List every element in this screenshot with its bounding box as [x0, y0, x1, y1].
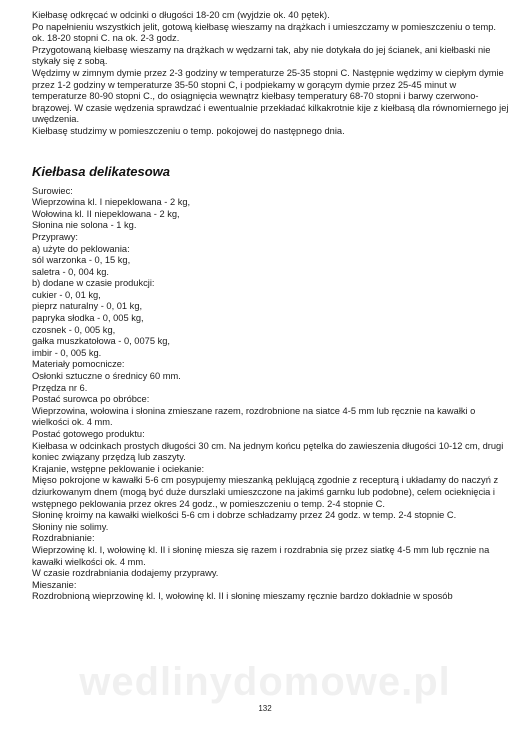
paragraph: Materiały pomocnicze:: [32, 359, 125, 370]
paragraph: cukier - 0, 01 kg,: [32, 289, 101, 300]
paragraph: imbir - 0, 005 kg.: [32, 347, 102, 358]
paragraph: Kiełbasę studzimy w pomieszczeniu o temp. pokojowej do następnego dnia.: [32, 125, 345, 136]
paragraph: czosnek - 0, 005 kg,: [32, 324, 116, 335]
paragraph: Słoniny nie solimy.: [32, 521, 109, 532]
intro-section: [32, 10, 510, 138]
page-number: 132: [258, 704, 272, 713]
document-page: [32, 10, 510, 603]
paragraph: sól warzonka - 0, 15 kg,: [32, 255, 131, 266]
paragraph: Surowiec:: [32, 185, 73, 196]
paragraph: Po napełnieniu wszystkich jelit, gotową kiełbasę wieszamy na drążkach i umieszczamy w pomieszczeniu o temp. ok. 18-20 stopni C. na ok. 2-3 godz.: [32, 21, 497, 44]
recipe-title: Kiełbasa delikatesowa: [32, 163, 171, 179]
paragraph: saletra - 0, 004 kg.: [32, 266, 109, 277]
paragraph: gałka muszkatołowa - 0, 0075 kg,: [32, 336, 170, 347]
paragraph: Postać surowca po obróbce:: [32, 394, 150, 405]
paragraph: Wołowina kl. II niepeklowana - 2 kg,: [32, 208, 180, 219]
paragraph: Rozdrobnioną wieprzowinę kl. I, wołowinę kl. II i słoninę mieszamy ręcznie bardzo dokładnie w sposób: [32, 591, 453, 602]
paragraph: Słoninę kroimy na kawałki wielkości 5-6 cm i dobrze schładzamy przez 24 godz. w temp. 2-4 stopnie C.: [32, 510, 457, 521]
paragraph: Wieprzowina, wołowina i słonina zmieszane razem, rozdrobnione na siatce 4-5 mm lub ręcznie na kawałki o wielkości ok. 4 mm.: [32, 405, 476, 428]
paragraph: Krajanie, wstępne peklowanie i ociekanie:: [32, 463, 205, 474]
paragraph: b) dodane w czasie produkcji:: [32, 278, 155, 289]
watermark-logo: wedlinydomowe.pl: [79, 660, 451, 704]
paragraph: Mięso pokrojone w kawałki 5-6 cm posypujemy mieszanką peklującą zgodnie z recepturą i układamy do naczyń z dziurkowanym dnem (mogą być duże durszlaki umieszczone na jakimś garnku lub podobne), celem ocieknięcia i wstępnego peklowania przez okres 24 godz., w pomieszczeniu o temp. 2-4 stopnie C.: [32, 475, 499, 509]
paragraph: a) użyte do peklowania:: [32, 243, 130, 254]
recipe-section: [32, 186, 510, 603]
paragraph: papryka słodka - 0, 005 kg,: [32, 313, 144, 324]
paragraph: Postać gotowego produktu:: [32, 429, 145, 439]
paragraph: Wieprzowina kl. I niepeklowana - 2 kg,: [32, 197, 191, 208]
paragraph: Kiełbasę odkręcać w odcinki o długości 18-20 cm (wyjdzie ok. 40 pętek).: [32, 10, 330, 20]
paragraph: Przygotowaną kiełbasę wieszamy na drążkach w wędzarni tak, aby nie dotykała do jej ścianek, ani kiełbaski nie stykały się z sobą.: [32, 44, 491, 67]
paragraph: Przędza nr 6.: [32, 382, 88, 393]
paragraph: Słonina nie solona - 1 kg.: [32, 220, 137, 231]
paragraph: Wędzimy w zimnym dymie przez 2-3 godziny w temperaturze 25-35 stopni C. Następnie wędzimy w ciepłym dymie przez 1-2 godziny w temperaturze 35-50 stopni C, i podpiekamy w gorącym dymie przez 25-45 minut w temperaturze 80-90 stopni C., do osiągnięcia wewnątrz kiełbasy temperatury 68-70 stopni i barwy czerwono-brązowej. W czasie wędzenia sprawdzać i ewentualnie przekładać kilkakrotnie kije z kiełbasą dla równomiernego jej uwędzenia.: [32, 67, 509, 125]
paragraph: Mieszanie:: [32, 579, 77, 590]
paragraph: W czasie rozdrabniania dodajemy przyprawy.: [32, 568, 219, 579]
paragraph: Wieprzowinę kl. I, wołowinę kl. II i słoninę miesza się razem i rozdrabnia się przez siatkę 4-5 mm lub ręcznie na kawałki wielkości ok. 4 mm.: [32, 544, 490, 567]
paragraph: Osłonki sztuczne o średnicy 60 mm.: [32, 371, 181, 382]
paragraph: pieprz naturalny - 0, 01 kg,: [32, 301, 143, 312]
paragraph: Rozdrabnianie:: [32, 533, 95, 544]
paragraph: Przyprawy:: [32, 231, 78, 242]
paragraph: Kiełbasa w odcinkach prostych długości 30 cm. Na jednym końcu pętelka do zawieszenia długości 10-12 cm, drugi koniec związany przędzą lub zaszyty.: [32, 440, 504, 463]
